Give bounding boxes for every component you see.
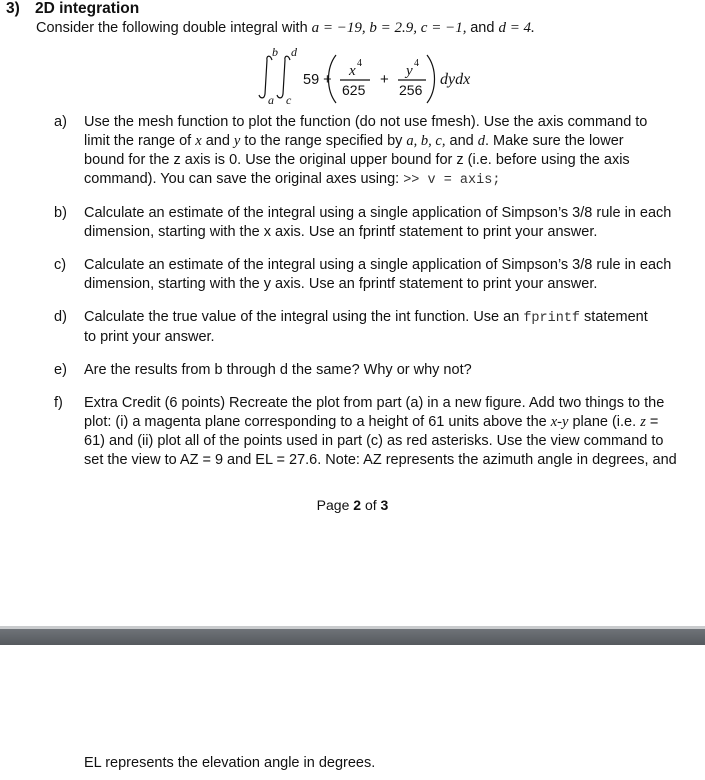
part-d-line-2: to print your answer. xyxy=(84,329,215,345)
part-a-text: limit the range of xyxy=(84,133,196,149)
term1-numerator: x xyxy=(349,63,356,79)
integrand-constant: 59 + xyxy=(303,72,332,88)
term1-denominator: 625 xyxy=(342,82,366,98)
double-integral-equation xyxy=(258,45,488,107)
part-a xyxy=(54,113,699,190)
part-d-statement: statement xyxy=(580,309,648,325)
intro-text: Consider the following double integral with xyxy=(36,20,312,36)
footer-of: of xyxy=(361,497,381,513)
part-f xyxy=(54,394,699,470)
part-a-range-text: to the range specified by xyxy=(240,133,407,149)
footer-prefix: Page xyxy=(316,497,354,513)
total-pages: 3 xyxy=(380,497,389,513)
part-c-line-2: dimension, starting with the y axis. Use an fprintf statement to print your answer. xyxy=(84,276,598,292)
part-f-line-3: 61) and (ii) plot all of the points used in part (c) as red asterisks. Use the view command to xyxy=(84,433,664,449)
part-d-label: d) xyxy=(54,309,67,325)
part-a-command-text: command). You can save the original axes using: xyxy=(84,171,404,187)
part-f-line-1: Extra Credit (6 points) Recreate the plot from part (a) in a new figure. Add two things to the xyxy=(84,395,665,411)
part-a-line-4 xyxy=(84,170,699,190)
part-b xyxy=(54,204,699,242)
param-d: d = 4. xyxy=(498,20,535,36)
param-a: a = −19, xyxy=(311,20,370,36)
inner-integral-sign xyxy=(277,56,290,98)
var-d: d xyxy=(477,133,485,149)
part-a-lower-text: . Make sure the lower xyxy=(484,133,624,149)
part-f-plane-text: plane (i.e. xyxy=(568,414,641,430)
term2-denominator: 256 xyxy=(399,82,423,98)
page-footer xyxy=(0,497,705,513)
var-y: y xyxy=(233,133,241,149)
part-a-line-2 xyxy=(84,132,699,151)
continued-text: EL represents the elevation angle in degrees. xyxy=(84,755,376,771)
part-c-line-1: Calculate an estimate of the integral using a single application of Simpson’s 3/8 rule in each xyxy=(84,257,672,273)
part-d xyxy=(54,308,699,347)
part-b-line-2: dimension, starting with the x axis. Use an fprintf statement to print your answer. xyxy=(84,224,598,240)
term2-numerator: y xyxy=(406,63,413,79)
part-a-line-1: Use the mesh function to plot the function (do not use fmesh). Use the axis command to xyxy=(84,114,648,130)
var-z: z xyxy=(640,414,646,430)
problem-heading xyxy=(6,0,139,18)
part-e xyxy=(54,361,699,380)
part-f-line-2 xyxy=(84,413,699,432)
differential: dydx xyxy=(440,71,471,88)
part-f-line-4: set the view to AZ = 9 and EL = 27.6. Note: AZ represents the azimuth angle in degrees, and xyxy=(84,452,677,468)
part-d-text: Calculate the true value of the integral using the int function. Use an xyxy=(84,309,524,325)
param-and: and xyxy=(470,20,499,36)
outer-lower-limit: a xyxy=(268,93,274,107)
part-a-and: and xyxy=(201,133,234,149)
part-e-line-1: Are the results from b through d the same? Why or why not? xyxy=(84,362,472,378)
param-c: c = −1, xyxy=(420,20,471,36)
part-b-line-1: Calculate an estimate of the integral using a single application of Simpson’s 3/8 rule in each xyxy=(84,205,672,221)
part-c-label: c) xyxy=(54,257,67,273)
problem-intro xyxy=(36,20,535,37)
current-page: 2 xyxy=(353,497,362,513)
right-paren xyxy=(427,55,435,103)
part-d-line-1 xyxy=(84,308,699,328)
var-xy: x-y xyxy=(550,414,569,430)
part-a-line-3: bound for the z axis is 0. Use the original upper bound for z (i.e. before using the axis xyxy=(84,152,630,168)
problem-number: 3) xyxy=(6,0,20,17)
part-c xyxy=(54,256,699,294)
part-f-label: f) xyxy=(54,395,63,411)
equation-svg xyxy=(258,45,488,107)
part-a-and-2: and xyxy=(445,133,478,149)
outer-upper-limit: b xyxy=(272,45,278,59)
page-separator xyxy=(0,629,705,645)
part-a-label: a) xyxy=(54,114,67,130)
parts-list xyxy=(54,113,699,484)
problem-title: 2D integration xyxy=(35,0,140,17)
term2-exponent: 4 xyxy=(414,58,419,69)
vars-abc: a, b, c, xyxy=(406,133,446,149)
term1-exponent: 4 xyxy=(357,58,362,69)
part-b-label: b) xyxy=(54,205,67,221)
fprintf-code: fprintf xyxy=(523,311,581,326)
param-b: b = 2.9, xyxy=(369,20,421,36)
fraction-plus: + xyxy=(380,71,389,88)
part-e-label: e) xyxy=(54,362,67,378)
part-f-text: plot: (i) a magenta plane corresponding to a height of 61 units above the xyxy=(84,414,551,430)
outer-integral-sign xyxy=(259,56,272,98)
part-f-equals: = xyxy=(645,414,659,430)
axis-code: >> v = axis; xyxy=(403,173,501,188)
inner-lower-limit: c xyxy=(286,93,292,107)
var-x: x xyxy=(195,133,202,149)
inner-upper-limit: d xyxy=(291,45,297,59)
